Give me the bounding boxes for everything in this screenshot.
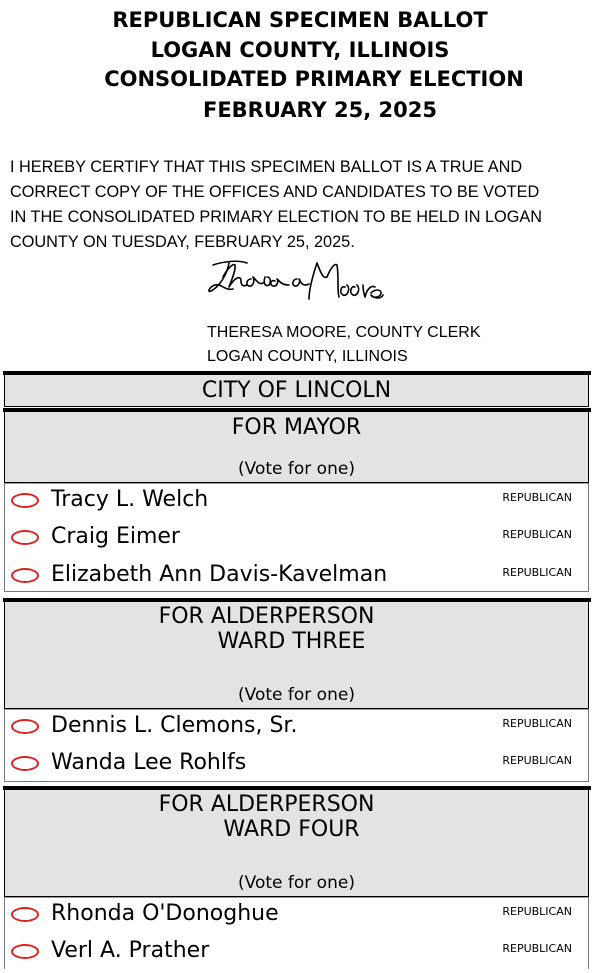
candidate-row[interactable]	[5, 747, 588, 785]
ballot-title-line3: CONSOLIDATED PRIMARY ELECTION	[104, 67, 524, 91]
office-title: FOR ALDERPERSON	[158, 604, 375, 629]
jurisdiction-header	[4, 375, 589, 407]
vote-instruction: (Vote for one)	[238, 873, 355, 893]
candidate-name: Tracy L. Welch	[51, 487, 209, 512]
race-header-mayor	[4, 412, 589, 483]
candidate-name: Craig Eimer	[51, 524, 180, 549]
vote-oval[interactable]	[11, 907, 39, 922]
vote-oval[interactable]	[11, 944, 39, 959]
candidate-row[interactable]	[5, 559, 588, 597]
vote-oval[interactable]	[11, 493, 39, 508]
candidate-name: Wanda Lee Rohlfs	[51, 750, 247, 775]
ballot-title-line2: LOGAN COUNTY, ILLINOIS	[150, 38, 450, 62]
certification-line: IN THE CONSOLIDATED PRIMARY ELECTION TO BE HELD IN LOGAN	[10, 208, 542, 226]
candidate-name: Elizabeth Ann Davis-Kavelman	[51, 562, 388, 587]
race-candidates-ward-four	[4, 897, 589, 969]
candidate-party: REPUBLICAN	[502, 566, 572, 579]
clerk-location: LOGAN COUNTY, ILLINOIS	[207, 348, 408, 365]
candidate-party: REPUBLICAN	[502, 491, 572, 504]
office-subtitle: WARD FOUR	[223, 817, 360, 842]
race-header-ward-four	[4, 790, 589, 897]
candidate-party: REPUBLICAN	[502, 754, 572, 767]
candidate-row[interactable]	[5, 710, 588, 748]
vote-oval[interactable]	[11, 719, 39, 734]
candidate-party: REPUBLICAN	[502, 905, 572, 918]
clerk-signature	[205, 255, 385, 315]
ballot-title-line1: REPUBLICAN SPECIMEN BALLOT	[112, 8, 488, 32]
office-title: FOR MAYOR	[231, 415, 362, 440]
vote-instruction: (Vote for one)	[238, 685, 355, 705]
office-subtitle: WARD THREE	[217, 629, 366, 654]
certification-line: COUNTY ON TUESDAY, FEBRUARY 25, 2025.	[10, 233, 355, 251]
candidate-row[interactable]	[5, 898, 588, 936]
candidate-row[interactable]	[5, 484, 588, 522]
candidate-row[interactable]	[5, 521, 588, 559]
candidate-name: Dennis L. Clemons, Sr.	[51, 713, 298, 738]
race-header-ward-three	[4, 602, 589, 709]
vote-instruction: (Vote for one)	[238, 459, 355, 479]
candidate-name: Rhonda O'Donoghue	[51, 901, 279, 926]
jurisdiction-title: CITY OF LINCOLN	[201, 378, 392, 403]
candidate-row[interactable]	[5, 935, 588, 973]
vote-oval[interactable]	[11, 756, 39, 771]
candidate-party: REPUBLICAN	[502, 528, 572, 541]
race-candidates-mayor	[4, 483, 589, 592]
certification-line: CORRECT COPY OF THE OFFICES AND CANDIDATES TO BE VOTED	[10, 183, 540, 201]
clerk-name: THERESA MOORE, COUNTY CLERK	[207, 324, 481, 341]
ballot-title-line4: FEBRUARY 25, 2025	[202, 98, 438, 122]
certification-line: I HEREBY CERTIFY THAT THIS SPECIMEN BALLOT IS A TRUE AND	[10, 158, 523, 176]
certification-text	[10, 155, 590, 255]
vote-oval[interactable]	[11, 530, 39, 545]
candidate-name: Verl A. Prather	[51, 938, 210, 963]
race-candidates-ward-three	[4, 709, 589, 782]
vote-oval[interactable]	[11, 568, 39, 583]
office-title: FOR ALDERPERSON	[158, 792, 375, 817]
candidate-party: REPUBLICAN	[502, 942, 572, 955]
candidate-party: REPUBLICAN	[502, 717, 572, 730]
